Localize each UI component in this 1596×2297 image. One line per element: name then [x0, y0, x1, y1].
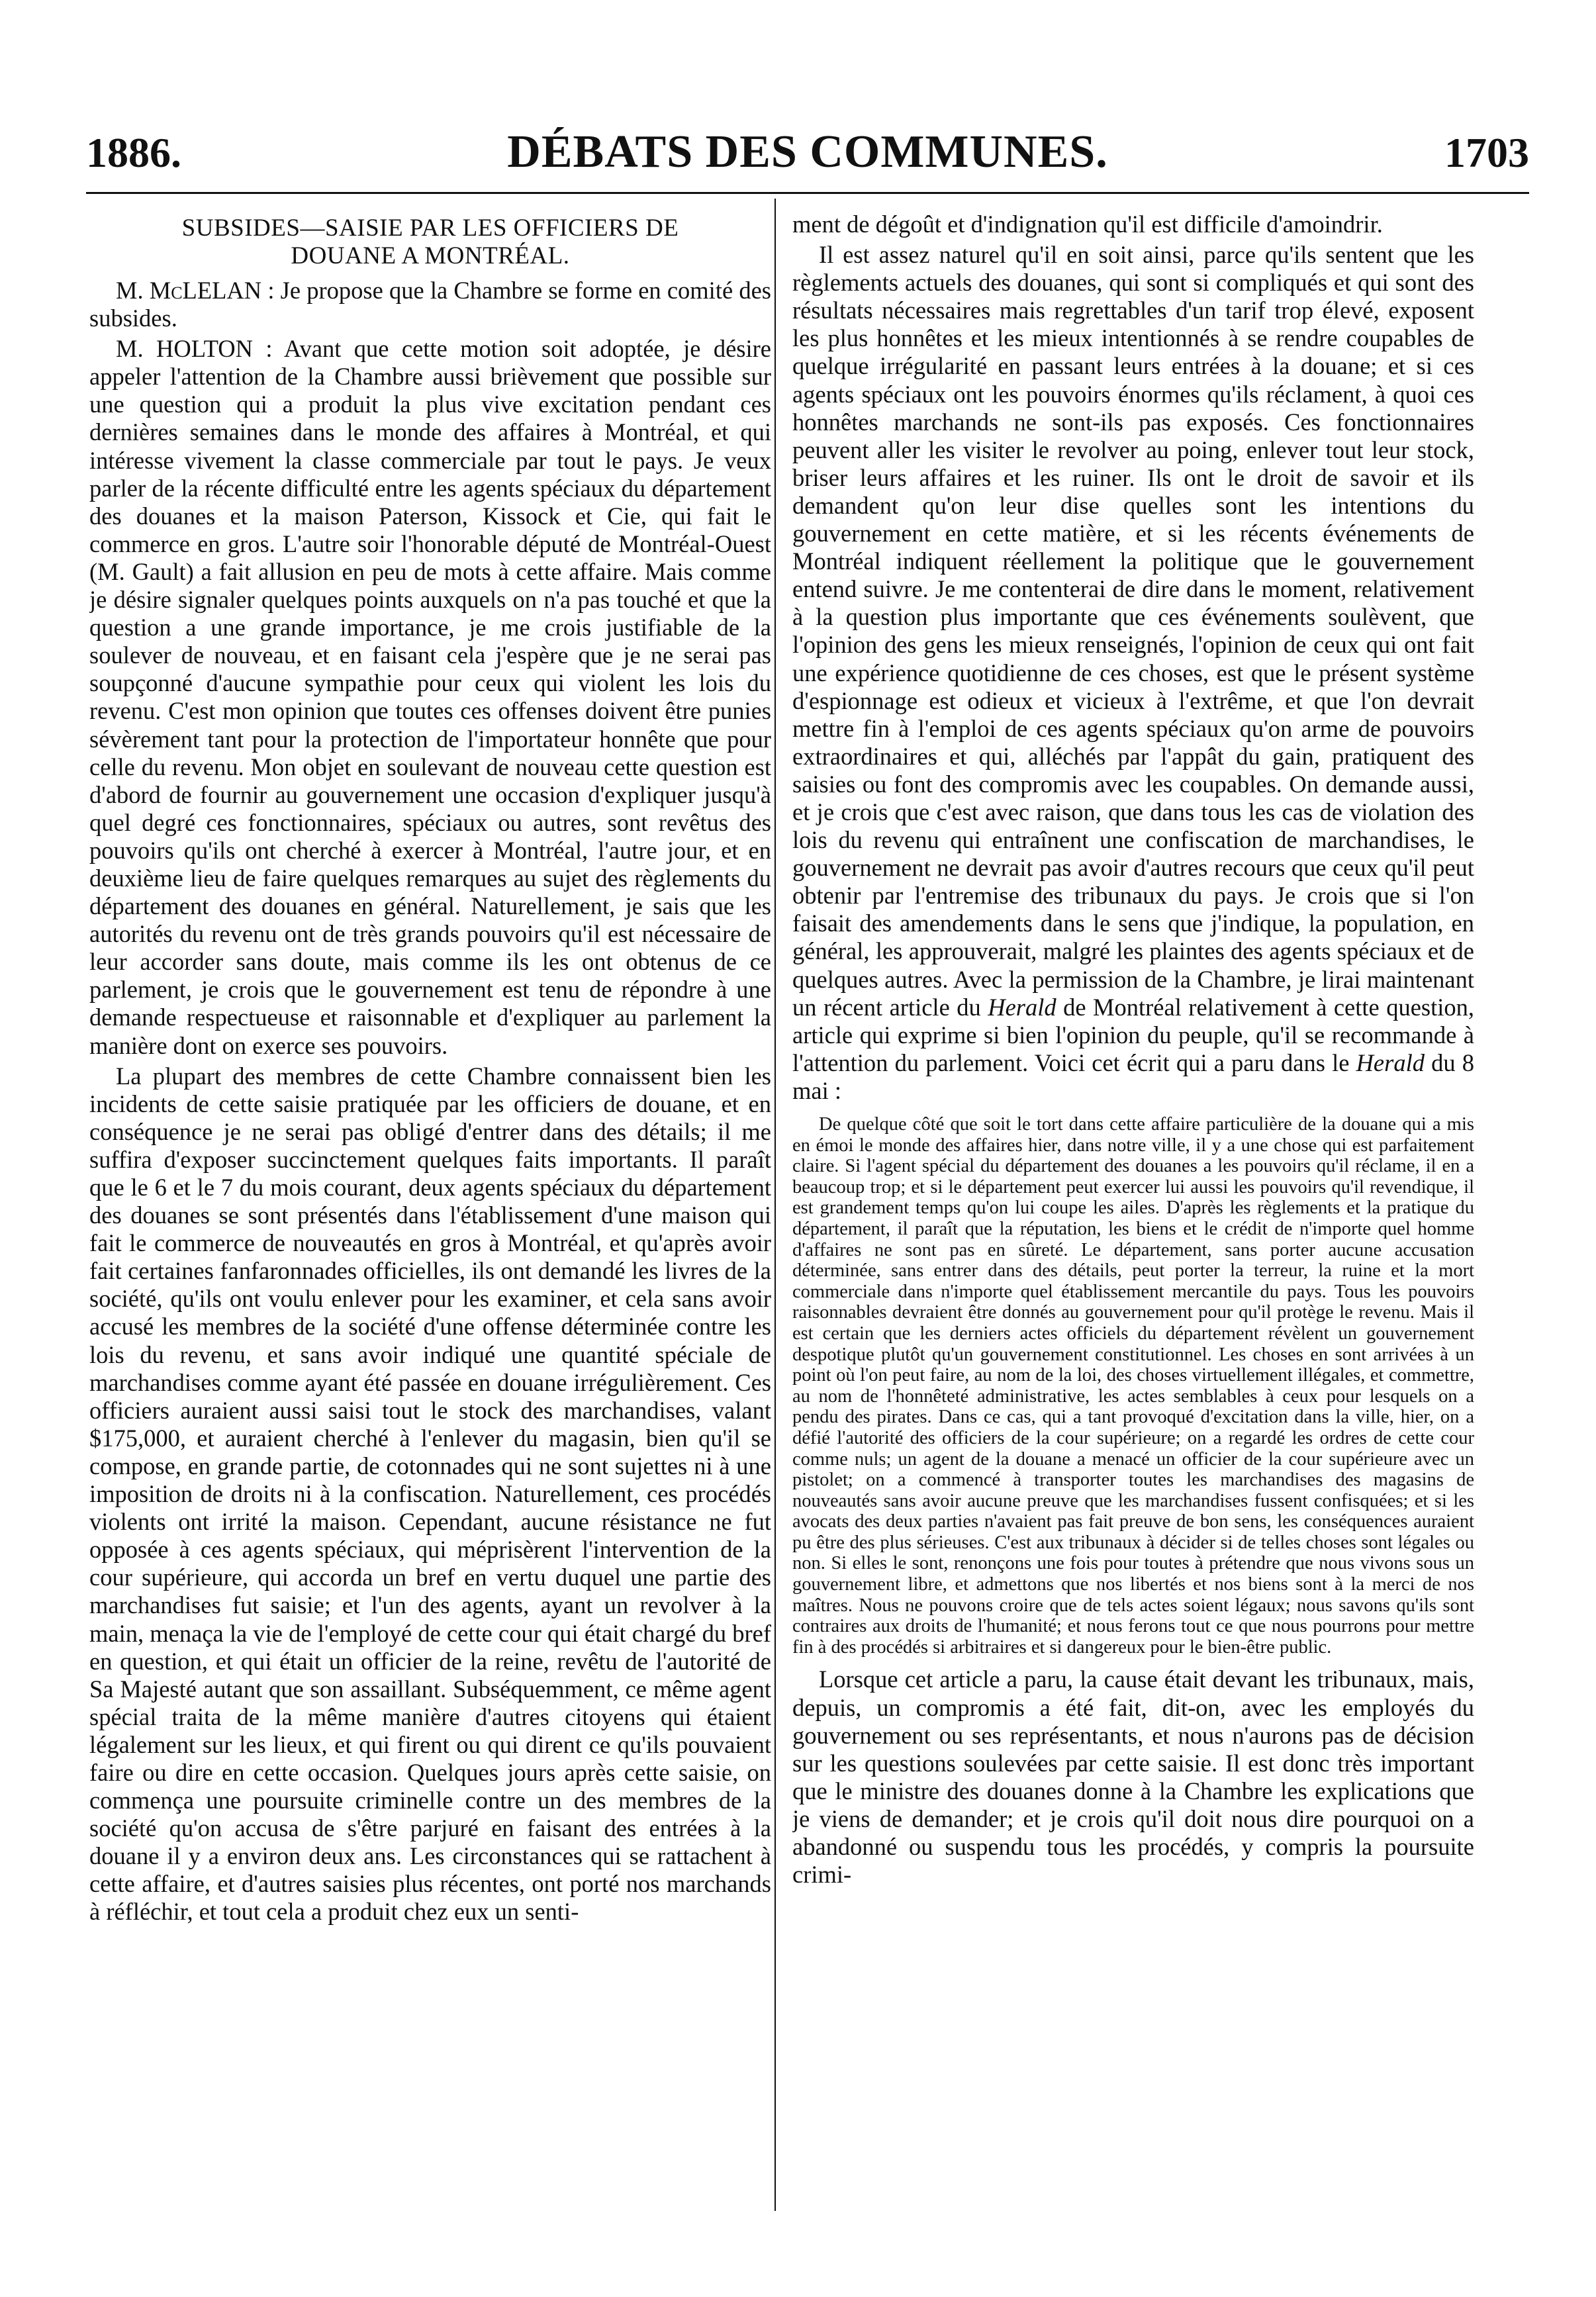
speaker-holton: M. HOLTON :: [116, 335, 273, 363]
paragraph-mclelan: [89, 277, 771, 332]
page-header: [86, 106, 1529, 185]
paragraph-incidents: La plupart des membres de cette Chambre connaissent bien les incidents de cette saisie pratiquée par les officiers de douane, et en conséquence je ne serai pas obligé d'entrer dans des détails; il me suffira d'exposer succinctement quelques faits importants. Il paraît que le 6 et le 7 du mois courant, deux agents spéciaux du département des douanes se sont présentés dans l'établissement d'une maison qui fait le commerce de nouveautés en gros à Montréal, et qu'après avoir fait certaines fanfaronnades officielles, ils ont demandé les livres de la société, qu'ils ont voulu enlever pour les examiner, et cela sans avoir accusé les membres de la société d'une offense déterminée contre les lois du revenu, et sans avoir indiqué une quantité spéciale de marchandises comme ayant été passée en douane irrégulièrement. Ces officiers auraient aussi saisi tout le stock des marchandises, valant $175,000, et auraient cherché à l'enlever du magasin, bien qu'il se compose, en grande partie, de cotonnades qui ne sont sujettes ni à une imposition de droits ni à la confiscation. Naturellement, ces procédés violents ont irrité la maison. Cependant, aucune résistance ne fut opposée à ces agents spéciaux, qui méprisèrent l'intervention de la cour supérieure, qui accorda un bref en vertu duquel une partie des marchandises fut saisie; et l'un des agents, ayant un revolver à la main, menaça la vie de l'employé de cette cour qui était chargé du bref en question, et qui était un officier de la reine, revêtu de l'autorité de Sa Majesté autant que son assaillant. Subséquemment, ce même agent spécial traita de la même manière d'autres citoyens qui étaient légalement sur les lieux, et qui firent ou qui dirent ce qu'ils pouvaient faire ou dire en cette occasion. Quelques jours après cette saisie, on commença une poursuite criminelle contre un des membres de la société qu'on accusa de s'être parjuré en faisant des entrées à la douane il y a environ deux ans. Les circonstances qui se rattachent à cette affaire, et d'autres saisies plus récentes, ont porté nos marchands à réfléchir, et tout cela a produit chez eux un senti-: [89, 1062, 771, 1926]
column-divider: [775, 199, 776, 2211]
header-year: 1886.: [86, 129, 181, 176]
speaker-mclelan: M. McLELAN :: [116, 277, 275, 304]
paragraph-reglements-part-c: du 8 mai :: [792, 1049, 1474, 1104]
header-rule: [86, 192, 1529, 194]
paragraph-reglements: [792, 241, 1474, 1105]
herald-quotation: De quelque côté que soit le tort dans cette affaire particulière de la douane qui a mis en émoi le monde des affaires hier, dans notre ville, il y a une chose qui est parfaitement claire. Si l'agent spécial du département des douanes a les pouvoirs qu'il réclame, il en a beaucoup trop; et si le département peut exercer lui aussi les pouvoirs qu'il revendique, il est grandement temps qu'on lui coupe les ailes. D'après les règlements et la pratique du département, il paraît que la réputation, les biens et le crédit de n'importe quel homme d'affaires ne sont pas en sûreté. Le département, sans porter aucune accusation déterminée, sans entrer dans des détails, peut porter la terreur, la ruine et la mort commerciale dans n'importe quel établissement mercantile du pays. Tous les pouvoirs raisonnables devraient être donnés au gouvernement pour qu'il protège le revenu. Mais il est certain que les derniers actes officiels du département révèlent un gouvernement despotique plutôt qu'un gouvernement constitutionnel. Les choses en sont arrivées à un point où l'on peut faire, au nom de la loi, des choses virtuellement illégales, et commettre, au nom de l'honnêteté administrative, les actes semblables à ceux pour lesquels on a pendu des pirates. Dans ce cas, qui a tant provoqué d'excitation dans la ville, hier, on a défié l'autorité des officiers de la cour supérieure; on a regardé les ordres de cette cour comme nuls; un agent de la douane a menacé un officier de la cour supérieure avec un pistolet; on a commencé à transporter toutes les marchandises des magasins de nouveautés sans avoir aucune preuve que les marchandises fussent confisquées; et si les avocats des deux parties n'avaient pas fait preuve de bon sens, les conséquences auraient pu être des plus sérieuses. C'est aux tribunaux à décider si de telles choses sont légales ou non. Si elles le sont, renonçons une fois pour toutes à prétendre que nous vivons sous un gouvernement libre, et admettons que nos libertés et nos biens sont à la merci de nos maîtres. Nous ne pouvons croire que de tels actes soient légaux; nous savons qu'ils sont contraires aux droits de l'humanité; et nous ferons tout ce que nous pourrons pour mettre fin à des procédés si arbitraires et si dangereux pour le bien-être public.: [792, 1114, 1474, 1658]
paragraph-compromis: Lorsque cet article a paru, la cause était devant les tribunaux, mais, depuis, un compromis a été fait, dit-on, avec les employés du gouvernement ou ses représentants, et nous n'aurons pas de décision sur les questions soulevées par cette saisie. Il est donc très important que le ministre des douanes donne à la Chambre les explications que je viens de demander; et je crois qu'il doit nous dire pourquoi on a abandonné ou suspendu tous les procédés, y compris la poursuite crimi-: [792, 1665, 1474, 1889]
left-column: [89, 211, 771, 2203]
paragraph-mclelan-text: Je propose que la Chambre se forme en comité des subsides.: [89, 277, 771, 332]
header-title: DÉBATS DES COMMUNES.: [507, 126, 1108, 177]
paragraph-reglements-part-a: Il est assez naturel qu'il en soit ainsi, parce qu'ils sentent que les règlements actuels des douanes, qui sont si compliqués et qui sont des résultats nécessaires mais regrettables d'un tarif trop élevé, exposent les plus honnêtes et les mieux intentionnés à se rendre coupables de quelque irrégularité en passant leurs entrées à la douane; et si ces agents spéciaux ont les pouvoirs énormes qu'ils réclament, à quoi ces honnêtes marchands ne sont-ils pas exposés. Ces fonctionnaires peuvent aller les visiter le revolver au poing, enlever tout leur stock, briser leurs affaires et les ruiner. Ils ont le droit de savoir et ils demandent qu'on leur dise quelles sont les intentions du gouvernement en cette matière, et si les récents événements de Montréal indiquent réellement la politique que le gouvernement entend suivre. Je me contenterai de dire dans le moment, relativement à la question plus importante que ces événements soulèvent, que l'opinion des gens les mieux renseignés, l'opinion de ceux qui ont fait une expérience quotidienne de ces choses, est que le présent système d'espionnage est odieux et vicieux à l'extrême, et que l'on devrait mettre fin à l'emploi de ces agents spéciaux qu'on arme de pouvoirs extraordinaires et qui, alléchés par l'appât du gain, pratiquent des saisies ou font des compromis avec les coupables. On demande aussi, et je crois que c'est avec raison, que dans tous les cas de violation des lois du revenu qui entraînent une confiscation de marchandises, le gouvernement ne devrait pas avoir d'autres recours que ceux qu'il peut obtenir par l'entremise des tribunaux du pays. Je crois que si l'on faisait des amendements dans le sens que j'indique, la population, en général, les approuverait, malgré les plaintes des agents spéciaux et de quelques autres. Avec la permission de la Chambre, je lirai maintenant un récent article du: [792, 241, 1474, 1021]
paragraph-holton: [89, 335, 771, 1059]
paragraph-continuation: ment de dégoût et d'indignation qu'il est difficile d'amoindrir.: [792, 211, 1383, 238]
section-heading: [89, 214, 771, 270]
paragraph-holton-text: Avant que cette motion soit adoptée, je désire appeler l'attention de la Chambre aussi brièvement que possible sur une question qui a produit la plus vive excitation pendant ces dernières semaines dans le monde des affaires à Montréal, et qui intéresse vivement la classe commerciale par tout le pays. Je veux parler de la récente difficulté entre les agents spéciaux du département des douanes et la maison Paterson, Kissock et Cie, qui fait le commerce en gros. L'autre soir l'honorable député de Montréal-Ouest (M. Gault) a fait allusion en peu de mots à cette affaire. Mais comme je désire signaler quelques points auxquels on n'a pas touché et que la question a une grande importance, je me crois justifiable de la soulever de nouveau, et en faisant cela j'espère que je ne serai pas soupçonné d'aucune sympathie pour ceux qui violent les lois du revenu. C'est mon opinion que toutes ces offenses doivent être punies sévèrement tant pour la protection de l'importateur honnête que pour celle du revenu. Mon objet en soulevant de nouveau cette question est d'abord de fournir au gouvernement une occasion d'expliquer jusqu'à quel degré ces fonctionnaires, spéciaux ou autres, sont revêtus des pouvoirs qu'ils ont cherché à exercer à Montréal, l'autre jour, et en deuxième lieu de faire quelques remarques au sujet des règlements du département des douanes en général. Naturellement, je sais que les autorités du revenu ont de très grands pouvoirs qu'il est nécessaire de leur accorder sans doute, mais comme ils les ont obtenus de ce parlement, je crois que le gouvernement est tenu de répondre à une demande respectueuse et raisonnable et d'expliquer au parlement la manière dont on exerce ses pouvoirs.: [89, 335, 771, 1059]
herald-title-1: Herald: [988, 993, 1056, 1021]
right-column: [792, 211, 1474, 2203]
section-heading-line2: DOUANE A MONTRÉAL.: [291, 242, 570, 269]
header-page-number: 1703: [1444, 129, 1529, 176]
section-heading-line1: SUBSIDES—SAISIE PAR LES OFFICIERS DE: [181, 214, 679, 242]
paragraph-reglements-part-b: de Montréal relativement à cette question, article qui exprime si bien l'opinion du peuple, qu'il se recommande à l'attention du parlement. Voici cet écrit qui a paru dans le: [792, 993, 1474, 1076]
herald-title-2: Herald: [1356, 1049, 1425, 1076]
